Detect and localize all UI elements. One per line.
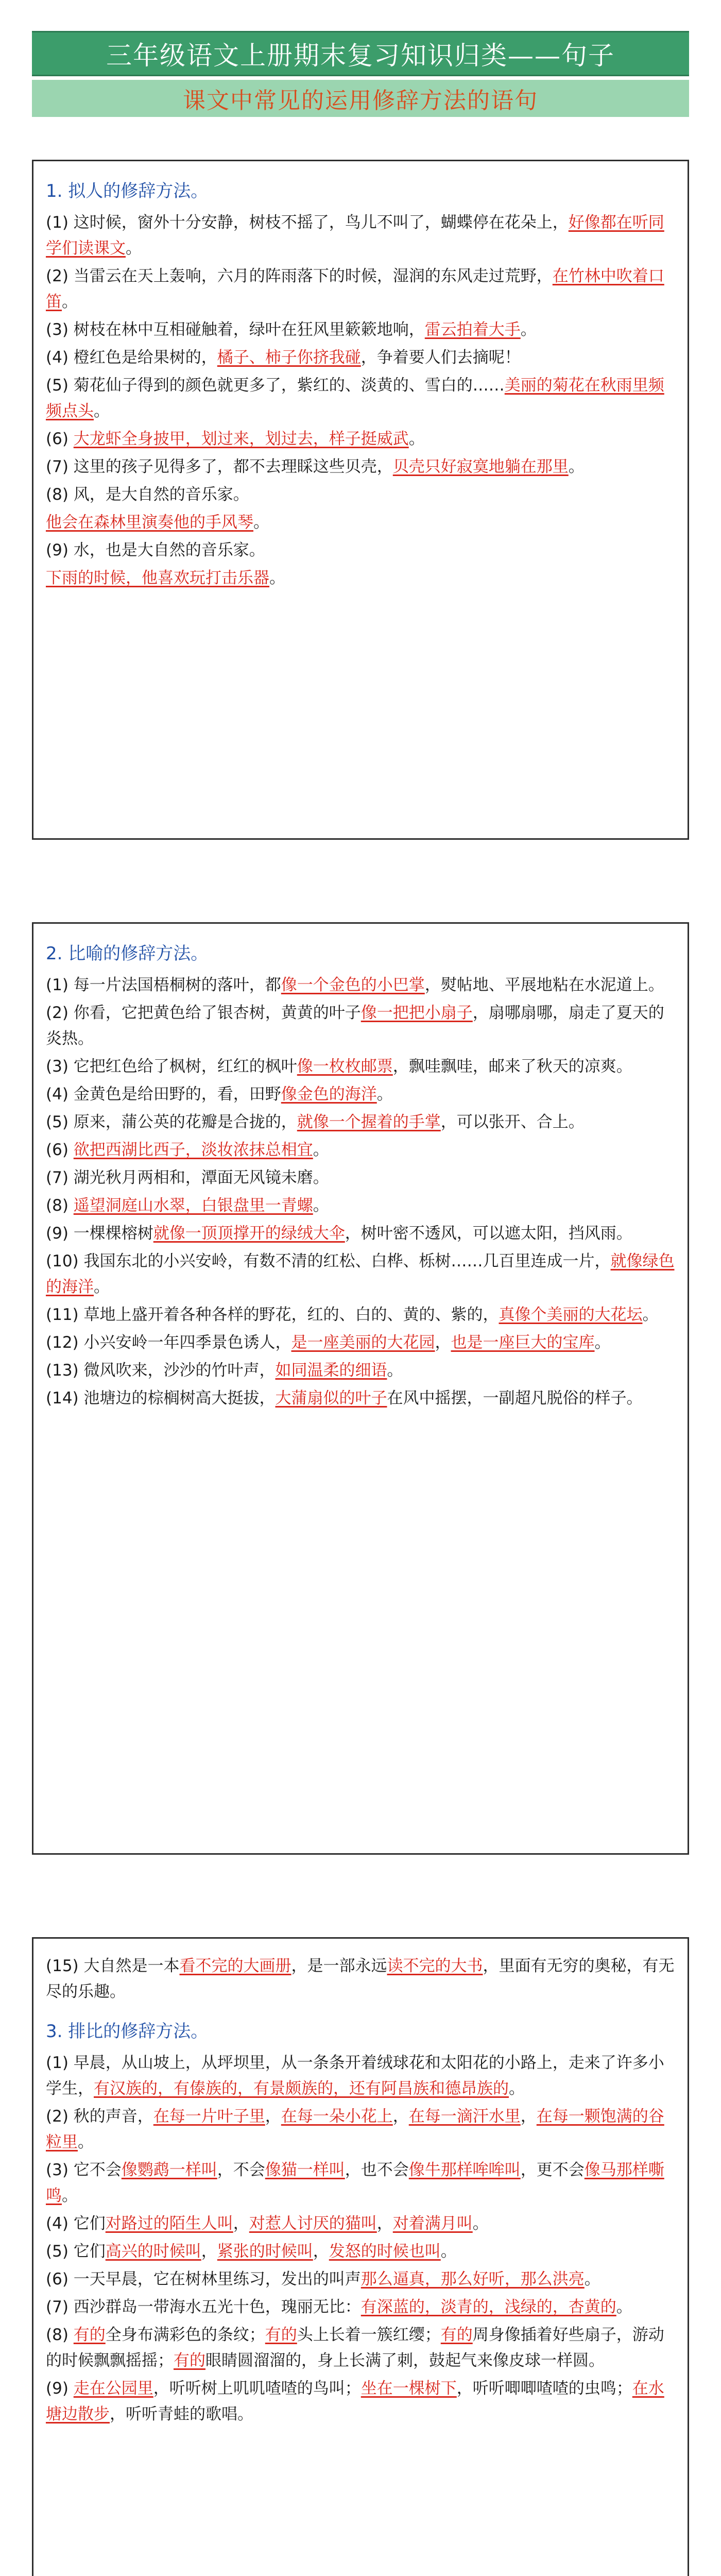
highlighted-phrase: 有深蓝的，淡青的，浅绿的，杏黄的 <box>360 2298 616 2316</box>
sentence-text: ，听听唧唧喳喳的虫鸣； <box>456 2379 632 2398</box>
highlighted-phrase: 有汉族的，有傣族的，有景颇族的，还有阿昌族和德昂族的 <box>94 2079 509 2098</box>
sentence-item <box>46 2157 675 2209</box>
sentence-text: ， <box>313 2242 329 2261</box>
sentence-text: ， <box>265 2107 281 2126</box>
sentence-item <box>46 510 675 535</box>
sentence-item <box>46 972 675 998</box>
sentence-text: 。 <box>94 1278 110 1296</box>
sentence-item <box>46 2104 675 2155</box>
highlighted-phrase: 有的 <box>265 2326 297 2344</box>
sentence-text: (9) 一棵棵榕树 <box>46 1224 153 1243</box>
sentence-text: ，不会 <box>217 2161 265 2179</box>
highlighted-phrase: 像金色的海洋 <box>281 1085 377 1104</box>
sentence-text: 。 <box>642 1306 659 1324</box>
sentence-text: ，扇哪扇哪，扇走了夏天的炎热。 <box>46 1004 664 1048</box>
sentence-text: ， <box>435 1333 451 1352</box>
highlighted-phrase: 真像个美丽的大花坛 <box>499 1306 643 1324</box>
sentence-item <box>46 1330 675 1355</box>
highlighted-phrase: 看不完的大画册 <box>179 1957 291 1975</box>
sentence-text: (7) 湖光秋月两相和，潭面无风镜未磨。 <box>46 1168 329 1187</box>
sentence-text: (6) <box>46 1141 74 1159</box>
sentence-text: 。 <box>126 239 142 258</box>
sentence-text: (11) 草地上盛开着各种各样的野花，红的、白的、黄的、紫的， <box>46 1306 499 1324</box>
highlighted-phrase: 在每一滴汗水里 <box>408 2107 521 2126</box>
highlighted-phrase: 在每一朵小花上 <box>281 2107 393 2126</box>
sentence-text: ，飘哇飘哇，邮来了秋天的凉爽。 <box>392 1057 632 1076</box>
sentence-text: 头上长着一簇红缨； <box>297 2326 441 2344</box>
sentence-text: 全身布满彩色的条纹； <box>105 2326 265 2344</box>
card-metaphor <box>32 922 689 1855</box>
highlighted-phrase: 贝壳只好寂寞地躺在那里 <box>392 457 569 476</box>
sentence-text: 。 <box>94 402 110 420</box>
sentence-text: (10) 我国东北的小兴安岭，有数不清的红松、白桦、栎树……几百里连成一片， <box>46 1252 611 1270</box>
highlighted-phrase: 有的 <box>440 2326 473 2344</box>
highlighted-phrase: 发怒的时候也叫 <box>329 2242 441 2261</box>
highlighted-phrase: 像马那样嘶鸣 <box>46 2161 664 2205</box>
highlighted-phrase: 下雨的时候，他喜欢玩打击乐器 <box>46 569 269 587</box>
sentence-item <box>46 1358 675 1383</box>
highlighted-phrase: 是一座美丽的大花园 <box>291 1333 435 1352</box>
sentence-item <box>46 372 675 424</box>
sentence-text: (7) 西沙群岛一带海水五光十色，瑰丽无比： <box>46 2298 361 2316</box>
sentence-text: (7) 这里的孩子见得多了，都不去理睬这些贝壳， <box>46 457 393 476</box>
sentence-text: ，树叶密不透风，可以遮太阳，挡风雨。 <box>345 1224 632 1243</box>
sentence-text: (9) <box>46 2379 74 2398</box>
sentence-item <box>46 1165 675 1191</box>
sentence-text: 。 <box>520 320 537 339</box>
sentence-item <box>46 1248 675 1300</box>
sentence-text: 周身像插着好些扇子，游动的时候飘飘摇摇； <box>46 2326 664 2370</box>
highlighted-phrase: 对惹人讨厌的猫叫 <box>249 2214 377 2233</box>
highlighted-phrase: 对路过的陌生人叫 <box>105 2214 233 2233</box>
highlighted-phrase: 就像一顶顶撑开的绿绒大伞 <box>153 1224 345 1243</box>
sentence-item <box>46 2239 675 2264</box>
sentence-text: 。 <box>568 457 585 476</box>
highlighted-phrase: 在每一颗饱满的谷粒里 <box>46 2107 664 2151</box>
sentence-item <box>46 345 675 370</box>
sentence-text: (1) 这时候，窗外十分安静，树枝不摇了，鸟儿不叫了，蝴蝶停在花朵上， <box>46 213 569 232</box>
sentence-text: ，里面有无穷的奥秘，有无尽的乐趣。 <box>46 1957 675 2001</box>
sentence-text: (5) 菊花仙子得到的颜色就更多了，紫红的、淡黄的、雪白的…… <box>46 376 505 395</box>
highlighted-phrase: 坐在一棵树下 <box>360 2379 457 2398</box>
sentence-text: (14) 池塘边的棕榈树高大挺拔， <box>46 1389 276 1408</box>
sentence-item <box>46 1385 675 1411</box>
highlighted-phrase: 有的 <box>73 2326 106 2344</box>
sentence-item <box>46 2211 675 2236</box>
highlighted-phrase: 读不完的大书 <box>387 1957 483 1975</box>
sentence-item <box>46 1000 675 1052</box>
highlighted-phrase: 雷云拍着大手 <box>424 320 521 339</box>
sentence-item <box>46 1054 675 1079</box>
sentence-text: ，是一部永远 <box>291 1957 387 1975</box>
sentence-text: (1) 每一片法国梧桐树的落叶，都 <box>46 976 281 994</box>
highlighted-phrase: 就像绿色的海洋 <box>46 1252 675 1296</box>
sentence-item <box>46 426 675 452</box>
sentence-text: ，可以张开、合上。 <box>440 1113 585 1131</box>
sentence-text: ，听听树上叽叽喳喳的鸟叫； <box>153 2379 361 2398</box>
sentence-text: 。 <box>616 2298 632 2316</box>
sentence-text: (6) 一天早晨，它在树林里练习，发出的叫声 <box>46 2270 361 2289</box>
highlighted-phrase: 如同温柔的细语 <box>275 1361 387 1380</box>
sentence-text: (8) <box>46 2326 74 2344</box>
page-subtitle: 课文中常见的运用修辞方法的语句 <box>32 80 689 117</box>
sentence-text: (2) 秋的声音， <box>46 2107 153 2126</box>
sentence-text: (5) 原来，蒲公英的花瓣是合拢的， <box>46 1113 297 1131</box>
highlighted-phrase: 像牛那样哞哞叫 <box>408 2161 521 2179</box>
highlighted-phrase: 走在公园里 <box>73 2379 153 2398</box>
sentence-text: ，听听青蛙的歌唱。 <box>110 2405 253 2424</box>
sentence-item <box>46 1953 675 2005</box>
sentence-item <box>46 2050 675 2102</box>
sentence-item <box>46 317 675 343</box>
highlighted-phrase: 橘子、柿子你挤我碰 <box>217 348 361 367</box>
sentence-text: ， <box>233 2214 249 2233</box>
sentence-item <box>46 2322 675 2374</box>
sentence-item <box>46 1193 675 1218</box>
highlighted-phrase: 有的 <box>174 2351 205 2370</box>
sentence-text: (3) 它不会 <box>46 2161 122 2179</box>
sentence-text: 。 <box>313 1196 329 1215</box>
sentence-text: ， <box>201 2242 217 2261</box>
highlighted-phrase: 对着满月叫 <box>392 2214 473 2233</box>
sentence-text: (2) 你看，它把黄色给了银杏树，黄黄的叶子 <box>46 1004 361 1022</box>
sentence-item <box>46 565 675 591</box>
highlighted-phrase: 像一枚枚邮票 <box>297 1057 393 1076</box>
section-title: 2. 比喻的修辞方法。 <box>46 943 209 964</box>
sentence-text: ， <box>376 2214 393 2233</box>
highlighted-phrase: 紧张的时候叫 <box>217 2242 313 2261</box>
sentence-text: 。 <box>408 430 425 448</box>
highlighted-phrase: 像一个金色的小巴掌 <box>281 976 425 994</box>
sentence-text: 。 <box>440 2242 457 2261</box>
sentence-text: 。 <box>472 2214 489 2233</box>
sentence-text: (15) 大自然是一本 <box>46 1957 180 1975</box>
sentence-text: ，也不会 <box>345 2161 409 2179</box>
highlighted-phrase: 高兴的时候叫 <box>105 2242 201 2261</box>
sentence-text: (6) <box>46 430 74 448</box>
sentence-text: (1) 早晨，从山坡上，从坪坝里，从一条条开着绒球花和太阳花的小路上，走来了许多小学生， <box>46 2054 664 2098</box>
sentence-text: 。 <box>387 1361 403 1380</box>
sentence-text: 。 <box>376 1085 393 1104</box>
sentence-text: 。 <box>78 2133 94 2151</box>
highlighted-phrase: 好像都在听同学们读课文 <box>46 213 664 258</box>
sentence-text: (8) <box>46 1196 74 1215</box>
highlighted-phrase: 也是一座巨大的宝库 <box>451 1333 595 1352</box>
sentence-item <box>46 1137 675 1163</box>
sentence-text: 。 <box>269 569 285 587</box>
highlighted-phrase: 大蒲扇似的叶子 <box>275 1389 387 1408</box>
sentence-text: (3) 树枝在林中互相碰触着，绿叶在狂风里簌簌地响， <box>46 320 425 339</box>
highlighted-phrase: 像鹦鹉一样叫 <box>121 2161 217 2179</box>
sentence-text: (3) 它把红色给了枫树，红红的枫叶 <box>46 1057 297 1076</box>
sentence-text: (13) 微风吹来，沙沙的竹叶声， <box>46 1361 276 1380</box>
card-personification <box>32 160 689 840</box>
highlighted-phrase: 像猫一样叫 <box>265 2161 345 2179</box>
highlighted-phrase: 欲把西湖比西子，淡妆浓抹总相宜 <box>73 1141 313 1159</box>
sentence-text: 。 <box>313 1141 329 1159</box>
highlighted-phrase: 美丽的菊花在秋雨里频频点头 <box>46 376 664 420</box>
sentence-item <box>46 454 675 480</box>
highlighted-phrase: 在水塘边散步 <box>46 2379 664 2424</box>
highlighted-phrase: 遥望洞庭山水翠，白银盘里一青螺 <box>73 1196 313 1215</box>
sentence-item <box>46 2294 675 2320</box>
sentence-text: (4) 橙红色是给果树的， <box>46 348 217 367</box>
sentence-text: (4) 金黄色是给田野的，看，田野 <box>46 1085 281 1104</box>
sentence-text: 。 <box>62 2187 78 2205</box>
sentence-text: ，熨帖地、平展地粘在水泥道上。 <box>424 976 664 994</box>
highlighted-phrase: 像一把把小扇子 <box>360 1004 473 1022</box>
sentence-item <box>46 263 675 315</box>
sentence-item <box>46 1302 675 1328</box>
highlighted-phrase: 那么逼真，那么好听，那么洪亮 <box>360 2270 585 2289</box>
sentence-text: 眼睛圆溜溜的，身上长满了刺，鼓起气来像皮球一样圆。 <box>205 2351 605 2370</box>
sentence-text: (5) 它们 <box>46 2242 106 2261</box>
sentence-item <box>46 210 675 261</box>
highlighted-phrase: 在每一片叶子里 <box>153 2107 265 2126</box>
sentence-item <box>46 537 675 563</box>
sentence-item <box>46 1221 675 1246</box>
sentence-item <box>46 2266 675 2292</box>
sentence-text: ， <box>392 2107 409 2126</box>
card-parallelism <box>32 1937 689 2576</box>
sentence-item <box>46 1109 675 1135</box>
highlighted-phrase: 他会在森林里演奏他的手风琴 <box>46 513 253 532</box>
sentence-item <box>46 1081 675 1107</box>
sentence-text: ，更不会 <box>520 2161 585 2179</box>
sentence-text: (2) 当雷云在天上轰响，六月的阵雨落下的时候，湿润的东风走过荒野， <box>46 267 553 285</box>
highlighted-phrase: 就像一个握着的手掌 <box>297 1113 441 1131</box>
section-title: 3. 排比的修辞方法。 <box>46 2021 209 2042</box>
sentence-text: ，争着要人们去摘呢！ <box>360 348 521 367</box>
sentence-item <box>46 482 675 507</box>
section-title: 1. 拟人的修辞方法。 <box>46 181 209 201</box>
highlighted-phrase: 大龙虾全身披甲，划过来，划过去，样子挺威武 <box>73 430 409 448</box>
sentence-text: (8) 风，是大自然的音乐家。 <box>46 485 249 504</box>
sentence-text: 。 <box>594 1333 611 1352</box>
sentence-text: (12) 小兴安岭一年四季景色诱人， <box>46 1333 291 1352</box>
sentence-text: ， <box>520 2107 537 2126</box>
sentence-text: (4) 它们 <box>46 2214 106 2233</box>
sentence-item <box>46 2376 675 2427</box>
page-title: 三年级语文上册期末复习知识归类——句子 <box>32 31 689 76</box>
sentence-text: 在风中摇摆，一副超凡脱俗的样子。 <box>387 1389 643 1408</box>
sentence-text: (9) 水，也是大自然的音乐家。 <box>46 541 265 560</box>
sentence-text: 。 <box>584 2270 600 2289</box>
sentence-text: 。 <box>253 513 269 532</box>
highlighted-phrase: 在竹林中吹着口笛 <box>46 267 664 311</box>
sentence-text: 。 <box>509 2079 525 2098</box>
sentence-text: 。 <box>62 293 78 311</box>
